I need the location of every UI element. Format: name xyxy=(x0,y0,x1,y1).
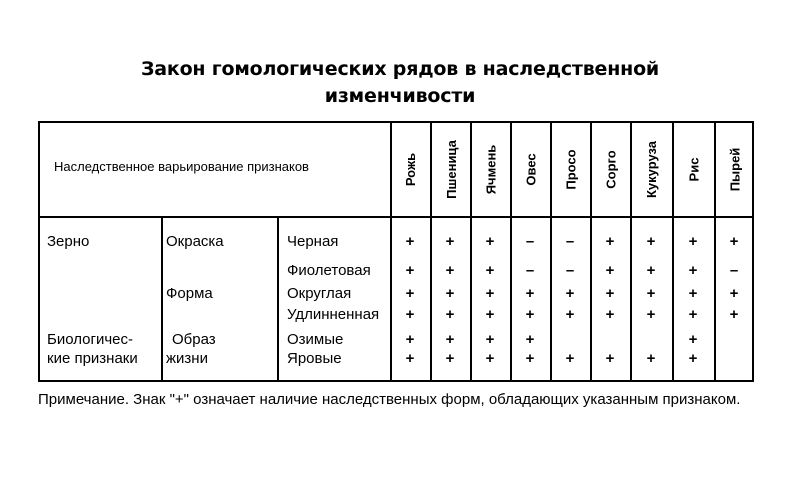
trait-label: Округлая xyxy=(287,285,352,302)
crop-header xyxy=(512,123,550,216)
crop-header xyxy=(716,123,754,216)
trait-mark: + xyxy=(688,285,698,302)
trait-mark: + xyxy=(485,285,495,302)
trait-mark: + xyxy=(405,233,415,250)
crop-header xyxy=(632,123,672,216)
trait-mark: + xyxy=(485,233,495,250)
trait-mark: + xyxy=(485,306,495,323)
trait-mark: + xyxy=(729,306,739,323)
trait-mark: + xyxy=(565,350,575,367)
trait-mark: + xyxy=(688,350,698,367)
trait-mark: + xyxy=(525,285,535,302)
trait-mark: + xyxy=(605,285,615,302)
trait-mark: + xyxy=(688,331,698,348)
subgroup-lifestyle-line-2: жизни xyxy=(166,350,208,367)
title-line-2: изменчивости xyxy=(324,85,476,107)
trait-mark: + xyxy=(405,350,415,367)
subgroup-color: Окраска xyxy=(166,233,224,250)
trait-mark: + xyxy=(646,285,656,302)
trait-mark: + xyxy=(445,331,455,348)
trait-mark: – xyxy=(729,262,739,279)
trait-mark: + xyxy=(445,262,455,279)
trait-mark: + xyxy=(605,350,615,367)
crop-header xyxy=(392,123,430,216)
trait-mark: + xyxy=(525,350,535,367)
trait-mark: + xyxy=(445,285,455,302)
trait-mark: + xyxy=(646,262,656,279)
column-divider-group xyxy=(161,216,163,382)
homologous-series-table xyxy=(38,121,754,382)
trait-mark: – xyxy=(565,233,575,250)
trait-mark: + xyxy=(445,350,455,367)
subgroup-lifestyle-line-1: Образ xyxy=(172,331,216,348)
crop-header xyxy=(432,123,470,216)
trait-label: Фиолетовая xyxy=(287,262,371,279)
trait-mark: + xyxy=(605,233,615,250)
trait-mark: + xyxy=(646,350,656,367)
crop-header xyxy=(592,123,630,216)
trait-mark: – xyxy=(525,262,535,279)
crop-header xyxy=(674,123,714,216)
trait-mark: + xyxy=(605,306,615,323)
group-biological-line-1: Биологичес- xyxy=(47,331,134,348)
subgroup-shape: Форма xyxy=(166,285,213,302)
trait-mark: + xyxy=(688,233,698,250)
trait-mark: + xyxy=(405,331,415,348)
title-line-1: Закон гомологических рядов в наследственной xyxy=(140,58,660,80)
crop-header-label: Пшеница xyxy=(443,140,459,199)
header-divider xyxy=(40,216,752,218)
trait-mark: – xyxy=(565,262,575,279)
trait-mark: + xyxy=(646,306,656,323)
trait-mark: + xyxy=(405,306,415,323)
crop-header-label: Сорго xyxy=(603,150,619,189)
trait-mark: + xyxy=(565,306,575,323)
trait-mark: + xyxy=(525,306,535,323)
trait-mark: + xyxy=(485,350,495,367)
trait-label: Озимые xyxy=(287,331,344,348)
trait-mark: + xyxy=(445,233,455,250)
trait-mark: + xyxy=(729,233,739,250)
crop-header-label: Рис xyxy=(686,157,702,182)
trait-mark: + xyxy=(525,331,535,348)
column-divider-subgroup xyxy=(277,216,279,382)
trait-mark: + xyxy=(405,285,415,302)
crop-header-label: Кукуруза xyxy=(644,140,660,199)
crop-header-label: Овес xyxy=(523,153,539,186)
footnote: Примечание. Знак "+" означает наличие наследственных форм, обладающих указанным признаком. xyxy=(38,391,741,408)
group-biological-line-2: кие признаки xyxy=(47,350,138,367)
trait-mark: + xyxy=(605,262,615,279)
trait-mark: + xyxy=(688,306,698,323)
crop-header xyxy=(552,123,590,216)
header-label: Наследственное варьирование признаков xyxy=(54,159,309,174)
trait-mark: + xyxy=(688,262,698,279)
trait-mark: – xyxy=(525,233,535,250)
crop-header xyxy=(472,123,510,216)
trait-mark: + xyxy=(485,262,495,279)
trait-mark: + xyxy=(485,331,495,348)
trait-label: Яровые xyxy=(287,350,342,367)
trait-mark: + xyxy=(729,285,739,302)
crop-header-label: Ячмень xyxy=(483,144,499,195)
trait-label: Удлинненная xyxy=(287,306,380,323)
trait-mark: + xyxy=(646,233,656,250)
trait-mark: + xyxy=(405,262,415,279)
trait-label: Черная xyxy=(287,233,339,250)
trait-mark: + xyxy=(565,285,575,302)
crop-header-label: Просо xyxy=(563,149,579,190)
page-title xyxy=(0,56,800,110)
trait-mark: + xyxy=(445,306,455,323)
crop-header-label: Рожь xyxy=(403,152,419,187)
crop-header-label: Пырей xyxy=(727,147,743,192)
group-grain: Зерно xyxy=(47,233,90,250)
